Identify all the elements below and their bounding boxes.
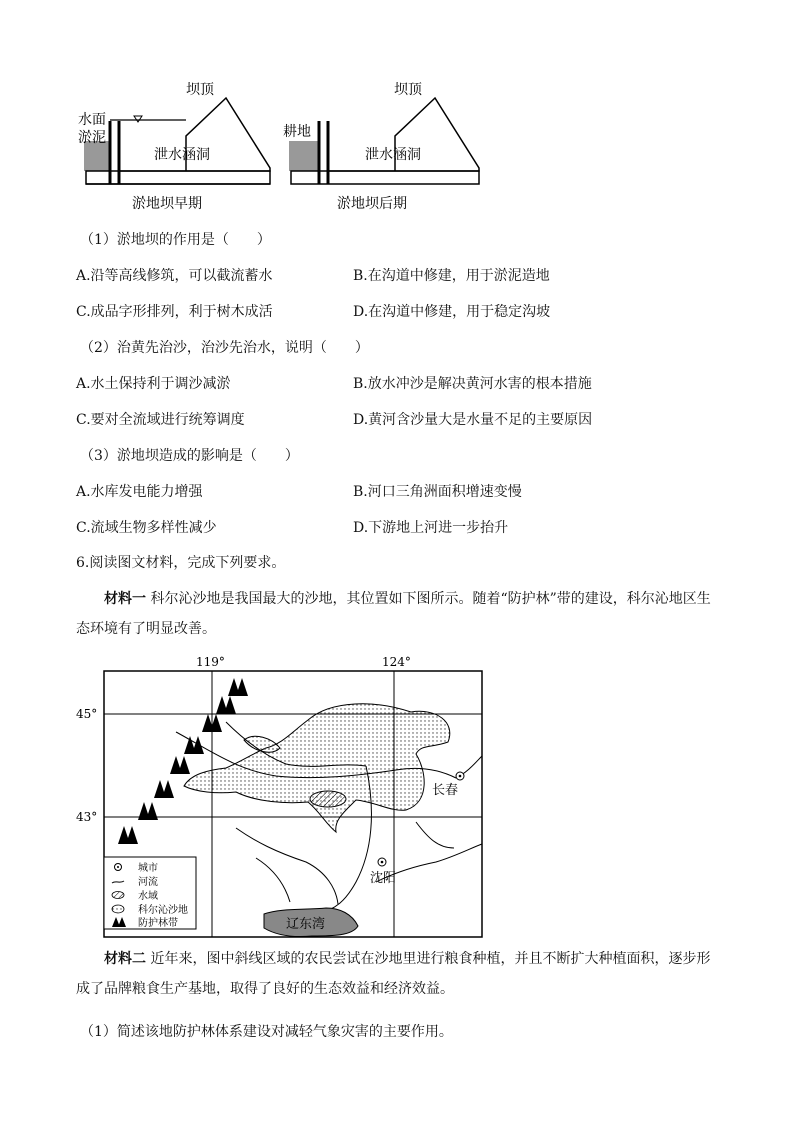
- question-1-option-a: A.沿等高线修筑，可以截流蓄水: [76, 268, 273, 284]
- svg-text:水域: 水域: [138, 891, 158, 902]
- horqin-map: [76, 652, 496, 944]
- bay-label: 辽东湾: [286, 917, 326, 932]
- culvert-label: 泄水涵洞: [154, 147, 210, 163]
- dam-early-caption: 淤地坝早期: [132, 196, 202, 212]
- question-2-option-d: D.黄河含沙量大是水量不足的主要原因: [353, 412, 593, 428]
- lon-label-124: 124°: [382, 655, 411, 669]
- question-2-stem: （2）治黄先治沙，治沙先治水，说明（ ）: [80, 340, 369, 356]
- silt-label: 淤泥: [78, 130, 106, 146]
- material-1-label: 材料一: [104, 591, 146, 607]
- question-2-option-c: C.要对全流域进行统筹调度: [76, 412, 245, 428]
- question-3-option-d: D.下游地上河进一步抬升: [353, 520, 509, 536]
- farmland-label: 耕地: [283, 124, 311, 140]
- material-1-paragraph: [76, 584, 716, 644]
- dam-crest-label: 坝顶: [186, 82, 214, 98]
- question-1-stem: （1）淤地坝的作用是（ ）: [80, 232, 271, 248]
- question-2-option-b: B.放水冲沙是解决黄河水害的根本措施: [353, 376, 592, 392]
- lon-label-119: 119°: [196, 655, 225, 669]
- svg-text:防护林带: 防护林带: [138, 918, 178, 929]
- material-2-paragraph: [76, 944, 716, 1004]
- water-level-marker: [134, 116, 142, 122]
- culvert-label: 泄水涵洞: [365, 147, 421, 163]
- dam-early-figure: [78, 82, 270, 212]
- water-surface-label: 水面: [78, 112, 106, 128]
- lat-label-45: 45°: [76, 707, 98, 721]
- map-legend: [104, 857, 196, 929]
- city-label-changchun: 长春: [432, 783, 459, 798]
- question-3-stem: （3）淤地坝造成的影响是（ ）: [80, 448, 299, 464]
- lat-label-43: 43°: [76, 810, 98, 824]
- question-2-option-a: A.水土保持利于调沙减淤: [76, 376, 231, 392]
- svg-text:城市: 城市: [138, 863, 158, 874]
- dam-crest-label: 坝顶: [394, 82, 422, 98]
- city-label-shenyang: 沈阳: [370, 871, 397, 886]
- question-6-title: 6.阅读图文材料，完成下列要求。: [76, 555, 286, 571]
- dam-figures: [76, 76, 486, 221]
- material-2-label: 材料二: [104, 951, 146, 967]
- question-1-option-d: D.在沟道中修建，用于稳定沟坡: [353, 304, 551, 320]
- question-6-sub-1: （1）简述该地防护林体系建设对减轻气象灾害的主要作用。: [80, 1024, 453, 1040]
- question-1-option-c: C.成品字形排列，利于树木成活: [76, 304, 273, 320]
- svg-text:科尔沁沙地: 科尔沁沙地: [138, 905, 188, 916]
- dam-late-figure: [283, 82, 479, 212]
- material-1-text: 科尔沁沙地是我国最大的沙地，其位置如下图所示。随着“防护林”带的建设，科尔沁地区生态环境有了明显改善。: [76, 591, 711, 637]
- hatched-farming-area: [310, 791, 346, 807]
- question-1-option-b: B.在沟道中修建，用于淤泥造地: [353, 268, 550, 284]
- farmland-block: [289, 141, 319, 171]
- question-3-option-c: C.流域生物多样性减少: [76, 520, 217, 536]
- material-2-text: 近年来，图中斜线区域的农民尝试在沙地里进行粮食种植，并且不断扩大种植面积，逐步形成了品牌粮食生产基地，取得了良好的生态效益和经济效益。: [76, 951, 711, 997]
- svg-text:河流: 河流: [138, 877, 158, 888]
- question-3-option-a: A.水库发电能力增强: [76, 484, 203, 500]
- dam-late-caption: 淤地坝后期: [337, 196, 407, 212]
- question-3-option-b: B.河口三角洲面积增速变慢: [353, 484, 522, 500]
